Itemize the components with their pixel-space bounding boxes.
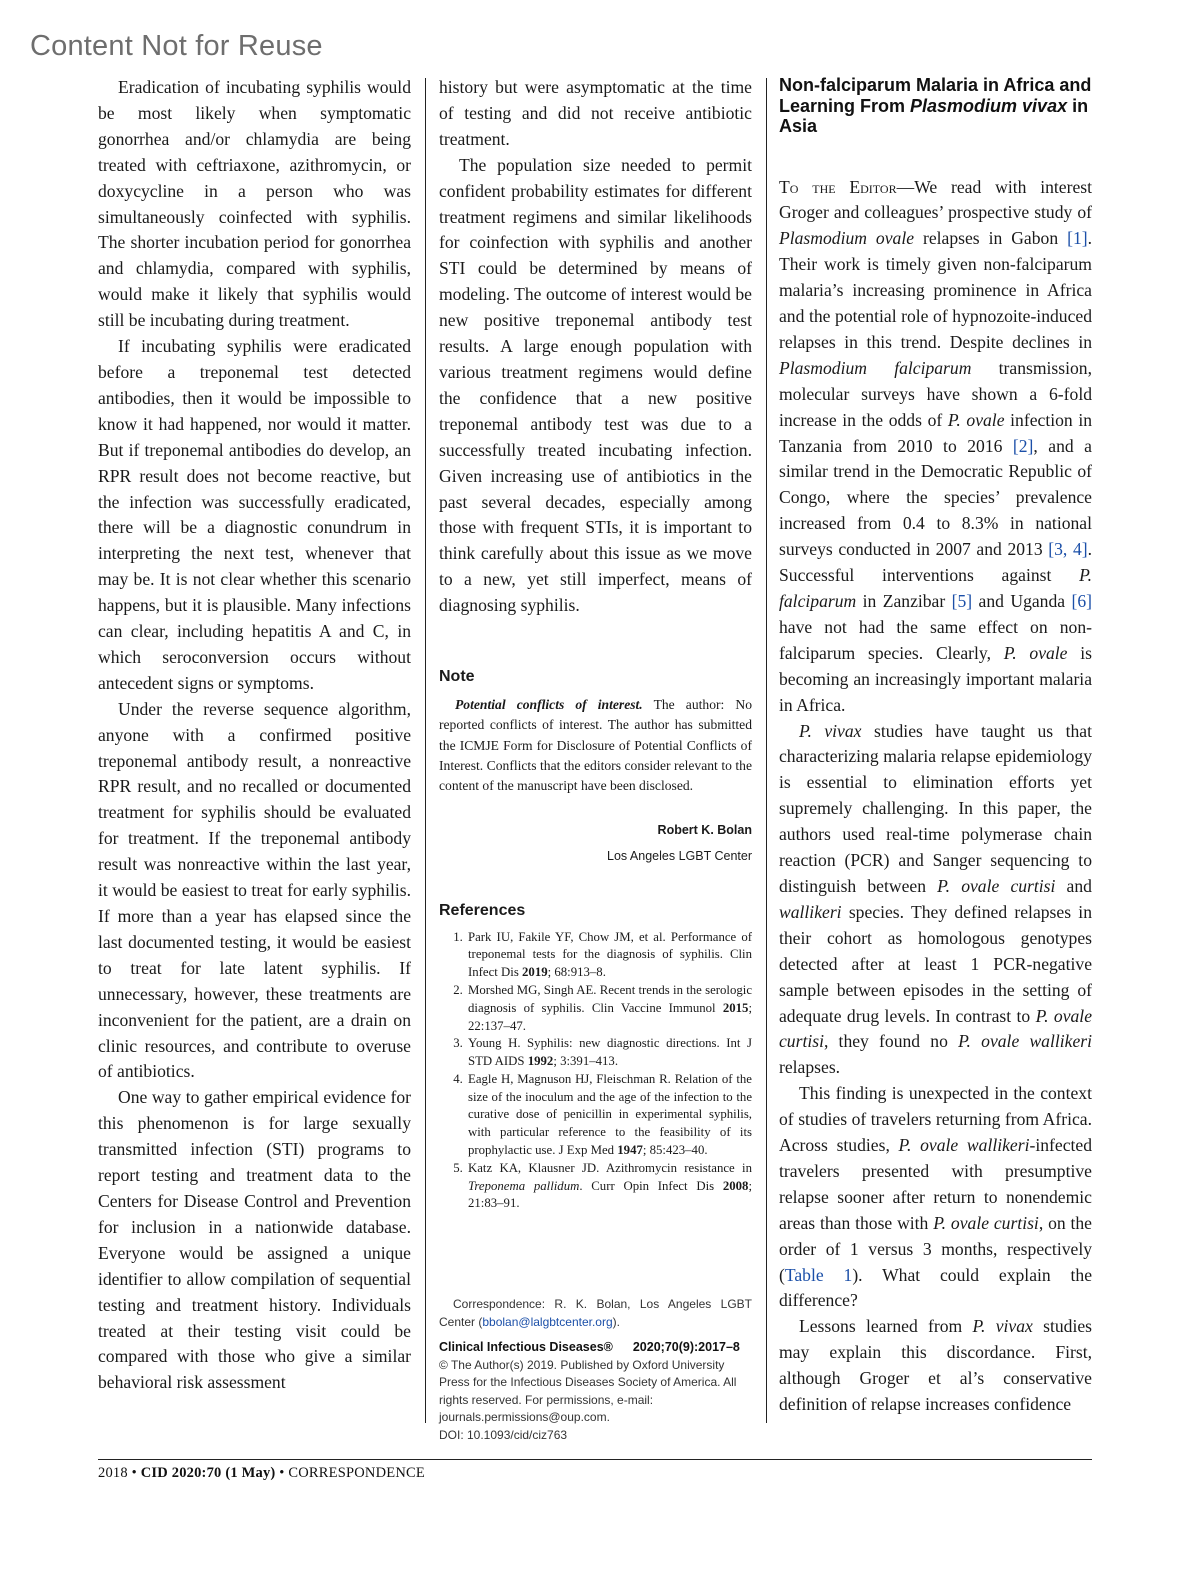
column-middle [439,75,752,1213]
article-title: Non-falciparum Malaria in Africa and Learning From Plasmodium vivax in Asia [779,75,1092,136]
reference-item: 3. Young H. Syphilis: new diagnostic directions. Int J STD AIDS 1992; 3:391–413. [466,1035,752,1071]
reference-item: 2. Morshed MG, Singh AE. Recent trends in the serologic diagnosis of syphilis. Clin Vaccine Immunol 2015; 22:137–47. [466,982,752,1035]
column-left [98,75,411,1396]
author-name: Robert K. Bolan [657,822,752,837]
page-number: 2018 [98,1465,128,1481]
paragraph: One way to gather empirical evidence for this phenomenon is for large sexually transmitted infection (STI) programs to report testing and treatment data to the Centers for Disease Control and Prevention for inclusion in a nationwide database. Everyone would be assigned a unique identifier to allow compilation of sequential testing and treatment history. Individuals treated at their testing visit could be compared with those who give a similar behavioral risk assessment [98,1087,411,1393]
paragraph: If incubating syphilis were eradicated before a treponemal test detected antibodies, then it would be impossible to know it had happened, nor would it matter. But if treponemal antibodies do develop, an RPR result does not become reactive, but the infection was successfully eradicated, there will be a diagnostic conundrum in interpreting the next test, whenever that may be. It is not clear whether this scenario happens, but it is plausible. Many infections can clear, including hepatitis A and C, in which seroconversion occurs without antecedent signs or symptoms. [98,336,411,693]
copyright-text: © The Author(s) 2019. Published by Oxford University Press for the Infectious Diseases Society of America. All rights reserved. For permissions, e-mail: journals.permissions@oup.com. [439,1357,737,1424]
conflicts-text: The author: No reported conflicts of interest. The author has submitted the ICMJE Form for Disclosure of Potential Conflicts of Interest. Conflicts that the editors consider relevant to the content of the manuscript have been disclosed. [439,697,752,794]
reference-item: 5. Katz KA, Klausner JD. Azithromycin resistance in Treponema pallidum. Curr Opin Infect Dis 2008; 21:83–91. [466,1160,752,1213]
correspondence-email-link[interactable]: bbolan@lalgbtcenter.org [482,1314,613,1329]
column-right [779,75,1092,1418]
salutation: To the Editor [779,176,897,197]
correspondence-block [439,1296,752,1444]
paragraph: Under the reverse sequence algorithm, anyone with a confirmed positive treponemal antibody result, a nonreactive RPR result, and no recalled or documented treatment for syphilis should be evaluated for treatment. If the treponemal antibody result was nonreactive within the last year, it would be easiest to treat for early syphilis. If more than a year has elapsed since the last documented testing, it would be easiest to treat for late latent syphilis. If unnecessary, however, these treatments are inconvenient for the patient, are a drain on clinic resources, and contribute to overuse of antibiotics. [98,698,411,1082]
paragraph: This finding is unexpected in the context of studies of travelers returning from Africa. Across studies, P. ovale wallikeri-infected travelers presented with presumptive relapse sooner after return to nonendemic areas than those with P. ovale curtisi, on the order of 1 versus 3 months, respectively (Table 1). What could explain the difference? [779,1083,1092,1311]
references-heading: References [439,901,526,919]
footer-rule [98,1459,1092,1460]
paragraph: Lessons learned from P. vivax studies may explain this discordance. First, although Groger et al’s conservative definition of relapse increases confidence [779,1316,1092,1415]
author-affiliation: Los Angeles LGBT Center [607,848,752,863]
watermark: Content Not for Reuse [30,30,323,62]
reference-item: 1. Park IU, Fakile YF, Chow JM, et al. Performance of treponemal tests for the diagnosis of syphilis. Clin Infect Dis 2019; 68:913–8. [466,929,752,982]
note-heading: Note [439,668,475,686]
column-divider-left [425,78,426,1423]
column-divider-right [766,78,767,1423]
paragraph: history but were asymptomatic at the time of testing and did not receive antibiotic treatment. [439,77,752,149]
paragraph-body: —We read with interest Groger and colleagues’ prospective study of Plasmodium ovale relapses in Gabon [1]. Their work is timely given non-falciparum malaria’s increasing prominence in Africa and the potential role of hypnozoite-induced relapses in this trend. Despite declines in Plasmodium falciparum transmission, molecular surveys have shown a 6-fold increase in the odds of P. ovale infection in Tanzania from 2010 to 2016 [2], and a similar trend in the Democratic Republic of Congo, where the species’ prevalence increased from 0.4 to 8.3% in national surveys conducted in 2007 and 2013 [3, 4]. Successful interventions against P. falciparum in Zanzibar [5] and Uganda [6] have not had the same effect on non-falciparum species. Clearly, P. ovale is becoming an increasingly important malaria in Africa. [779,176,1093,715]
conflicts-note [439,695,752,796]
conflicts-label: Potential conflicts of interest. [455,697,643,713]
page-footer: 2018 • CID 2020:70 (1 May) • CORRESPONDENCE [98,1465,425,1481]
paragraph: The population size needed to permit confident probability estimates for different treatment regimens and similar likelihoods for coinfection with syphilis and another STI could be determined by means of modeling. The outcome of interest would be new positive treponemal antibody test results. A large enough population with various treatment regimens would define the confidence that a new positive treponemal antibody test was due to a successfully treated incubating infection. Given increasing use of antibiotics in the past several decades, especially among those with frequent STIs, it is important to think carefully about this issue as we move to a new, yet still imperfect, means of diagnosing syphilis. [439,154,752,616]
paragraph: Eradication of incubating syphilis would be most likely when symptomatic gonorrhea and/or chlamydia are being treated with ceftriaxone, azithromycin, or doxycycline in a person who was simultaneously coinfected with syphilis. The shorter incubation period for gonorrhea and chlamydia, compared with syphilis, would make it likely that syphilis would still be incubating during treatment. [98,77,411,331]
doi-text: DOI: 10.1093/cid/ciz763 [439,1427,568,1442]
journal-citation: Clinical Infectious Diseases® 2020;70(9):2017–8 [439,1340,740,1354]
paragraph [779,175,1092,719]
references-list [439,929,752,1214]
correspondence-text: Correspondence: R. K. Bolan, Los Angeles LGBT Center (bbolan@lalgbtcenter.org). [439,1297,752,1329]
journal-issue: CID 2020:70 (1 May) [140,1465,276,1481]
section-name: CORRESPONDENCE [288,1465,425,1481]
paragraph: P. vivax studies have taught us that characterizing malaria relapse epidemiology is essential to elimination efforts yet supremely challenging. In this paper, the authors used real-time polymerase chain reaction (PCR) and Sanger sequencing to distinguish between P. ovale curtisi and wallikeri species. They defined relapses in their cohort as homologous genotypes detected after at least 1 PCR-negative sample between episodes in the setting of adequate drug levels. In contrast to P. ovale curtisi, they found no P. ovale wallikeri relapses. [779,720,1093,1078]
reference-item: 4. Eagle H, Magnuson HJ, Fleischman R. Relation of the size of the inoculum and the age of the infection to the curative dose of penicillin in experimental syphilis, with particular reference to the feasibility of its prophylactic use. J Exp Med 1947; 85:423–40. [466,1071,752,1160]
